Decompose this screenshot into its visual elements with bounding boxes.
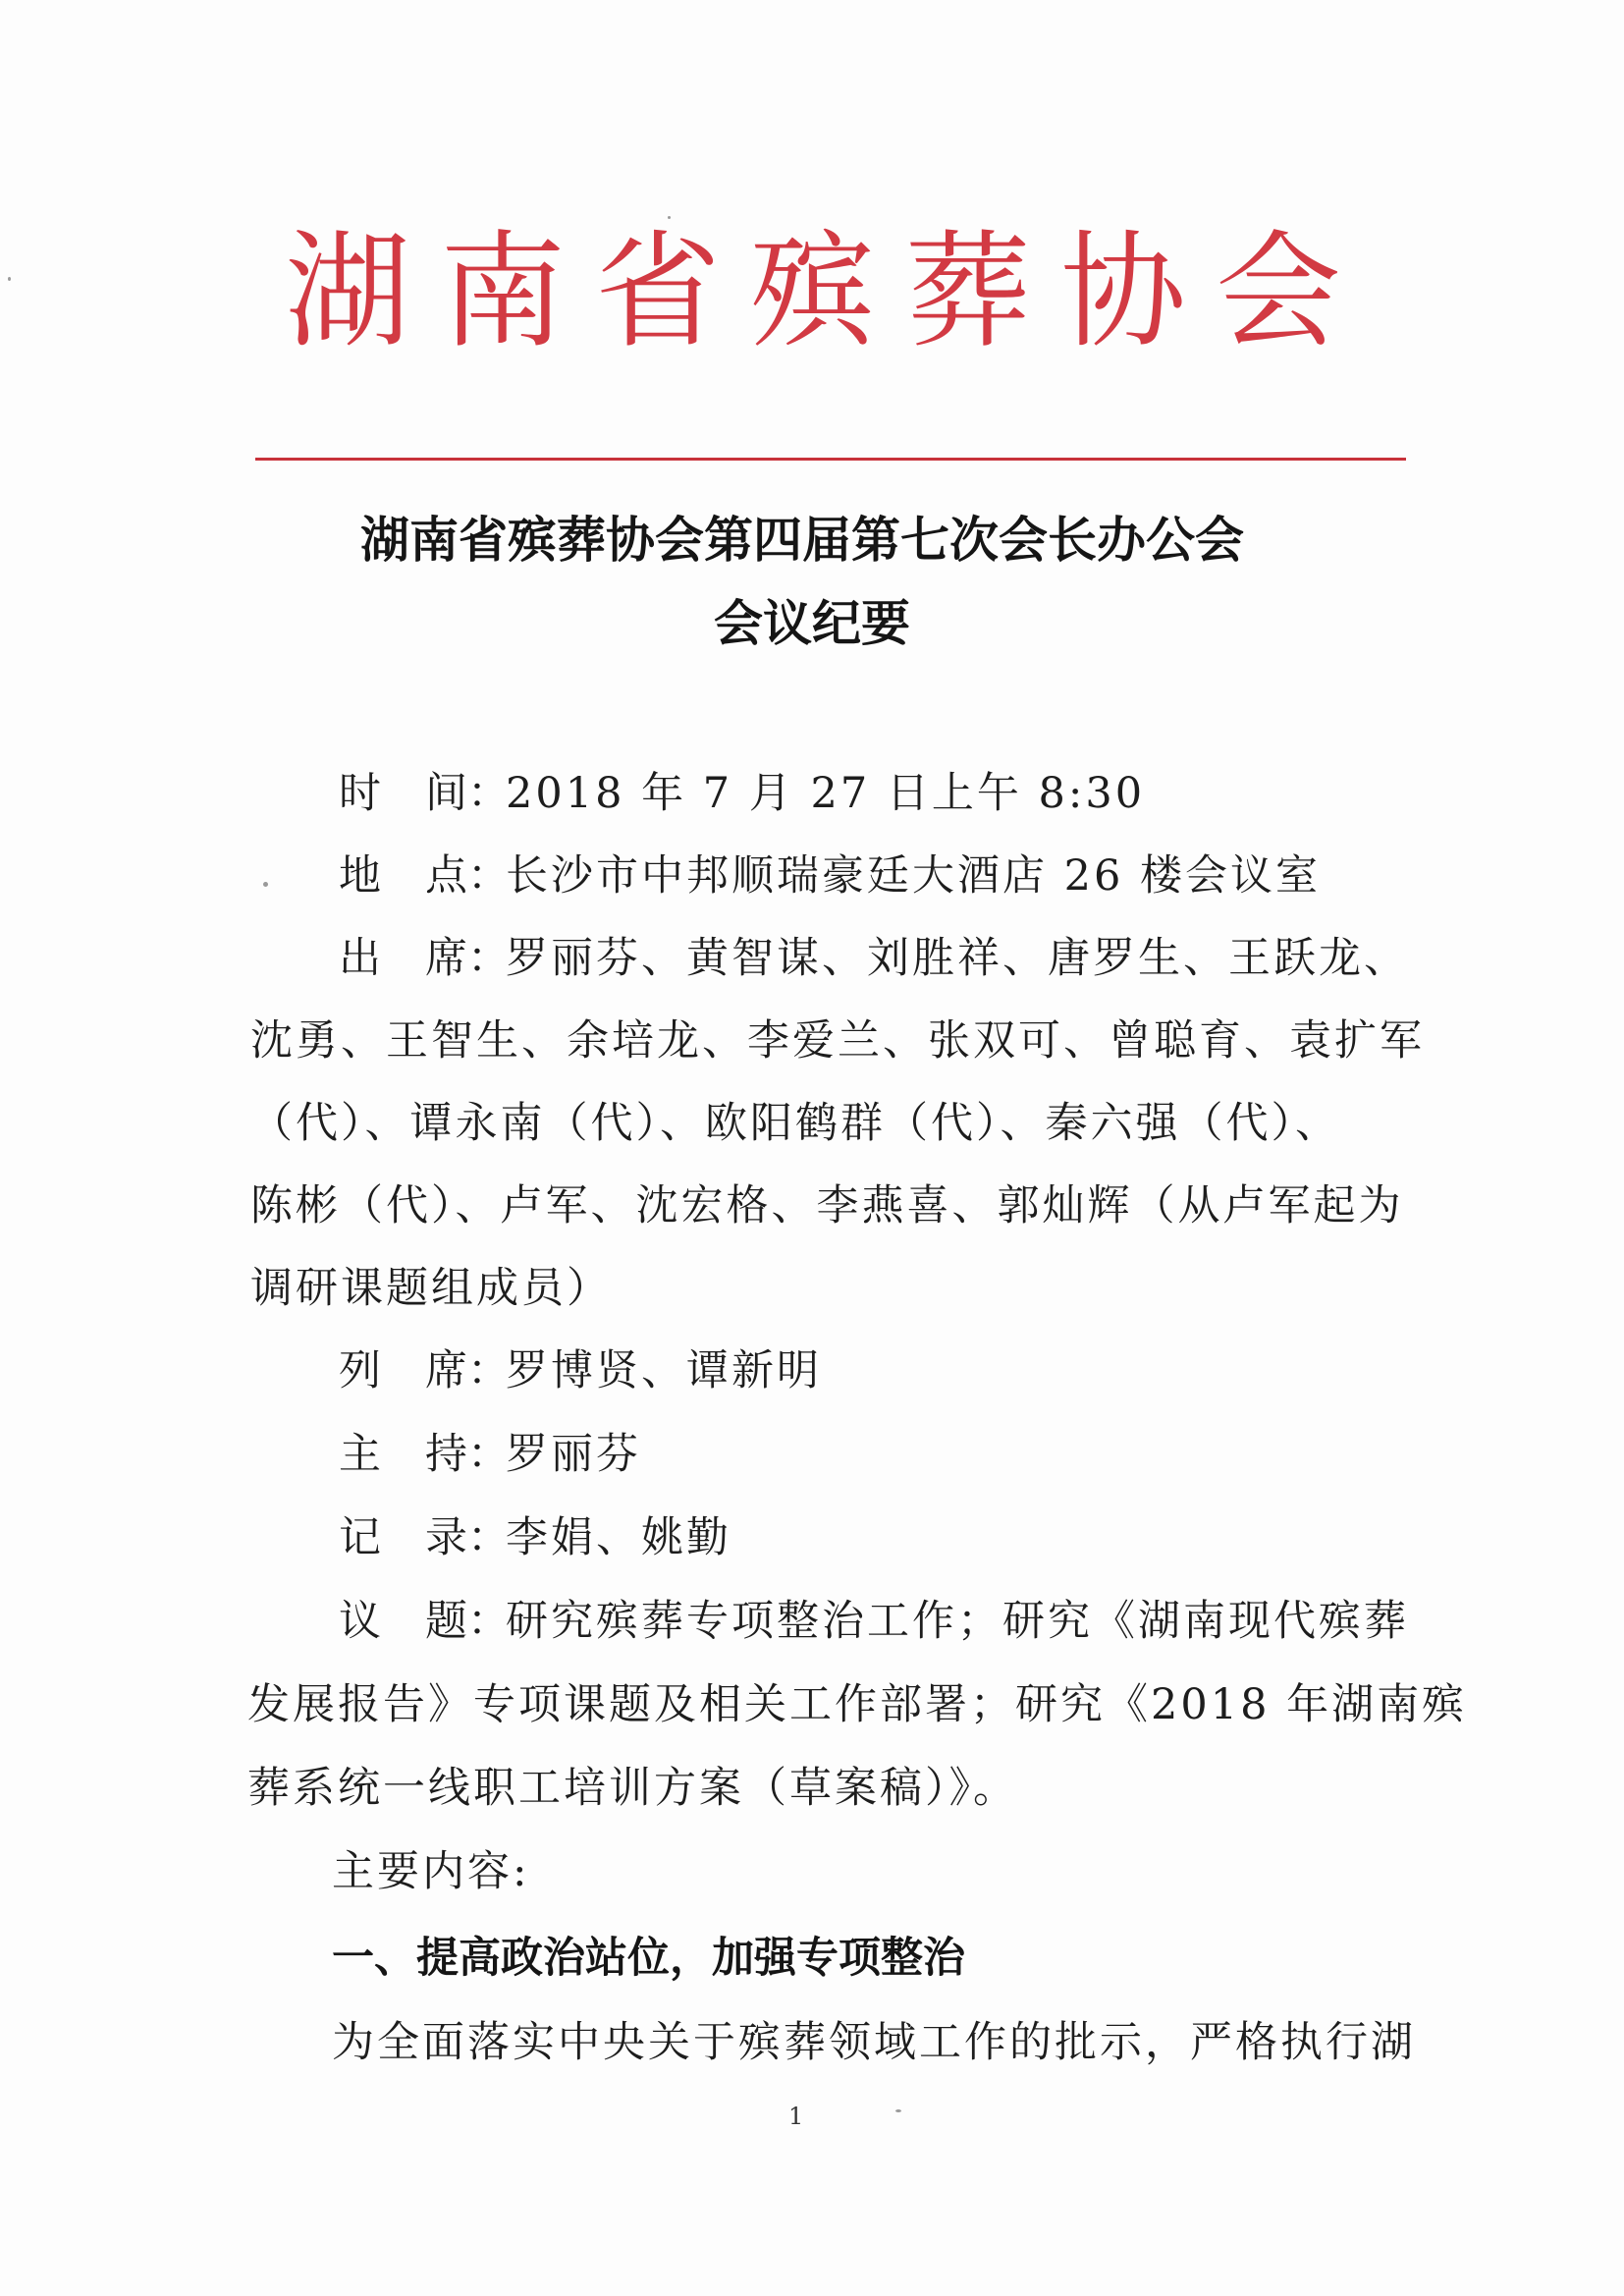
section1-paragraph-line1: 为全面落实中央关于殡葬领域工作的批示，严格执行湖	[332, 2018, 1416, 2067]
field-place-value: 长沙市中邦顺瑞豪廷大酒店 26 楼会议室	[506, 851, 1322, 901]
main-content-label: 主要内容:	[332, 1847, 530, 1896]
letterhead-red-rule	[255, 458, 1406, 461]
field-observers-label: 列 席：	[339, 1346, 510, 1395]
field-recorder-label: 记 录：	[339, 1513, 510, 1562]
field-topics-line2: 发展报告》专项课题及相关工作部署；研究《2018 年湖南殡	[247, 1680, 1468, 1729]
field-recorder	[339, 1510, 731, 1565]
field-topics	[339, 1594, 1409, 1649]
field-topics-line3: 葬系统一线职工培训方案（草案稿）》。	[247, 1764, 1018, 1813]
field-recorder-value: 李娟、姚勤	[506, 1513, 731, 1562]
field-attendees-line2: 沈勇、王智生、余培龙、李爱兰、张双可、曾聪育、袁扩军	[250, 1016, 1425, 1066]
section1-heading: 一、提高政治站位，加强专项整治	[332, 1934, 965, 1983]
scan-speck	[8, 277, 11, 281]
field-attendees-line3: （代）、谭永南（代）、欧阳鹤群（代）、秦六强（代）、	[250, 1099, 1340, 1148]
scan-speck	[895, 2109, 901, 2112]
scan-speck	[263, 882, 268, 887]
document-title-line1: 湖南省殡葬协会第四届第七次会长办公会	[360, 511, 1244, 569]
field-attendees-line4: 陈彬（代）、卢军、沈宏格、李燕喜、郭灿辉（从卢军起为	[250, 1181, 1404, 1230]
field-host-value: 罗丽芬	[506, 1430, 641, 1479]
field-observers-value: 罗博贤、谭新明	[506, 1346, 822, 1395]
letterhead-org-name: 湖南省殡葬协会	[285, 219, 1372, 365]
field-time-value: 2018 年 7 月 27 日上午 8:30	[506, 769, 1146, 818]
scan-speck	[668, 216, 671, 219]
document-title-line2: 会议纪要	[714, 594, 910, 652]
field-time	[339, 766, 1145, 821]
field-attendees-line1: 罗丽芬、黄智谋、刘胜祥、唐罗生、王跃龙、	[506, 934, 1409, 983]
field-attendees-line5: 调研课题组成员）	[250, 1264, 612, 1313]
page-number: 1	[788, 2103, 804, 2130]
field-host	[339, 1427, 641, 1482]
field-place-label: 地 点：	[339, 851, 510, 901]
field-topics-line1: 研究殡葬专项整治工作；研究《湖南现代殡葬	[506, 1597, 1409, 1646]
field-host-label: 主 持：	[339, 1430, 510, 1479]
field-observers	[339, 1343, 822, 1398]
field-topics-label: 议 题：	[339, 1597, 510, 1646]
field-attendees-label: 出 席：	[339, 934, 510, 983]
field-place	[339, 848, 1321, 903]
field-attendees	[339, 931, 1409, 986]
field-time-label: 时 间：	[339, 769, 510, 818]
